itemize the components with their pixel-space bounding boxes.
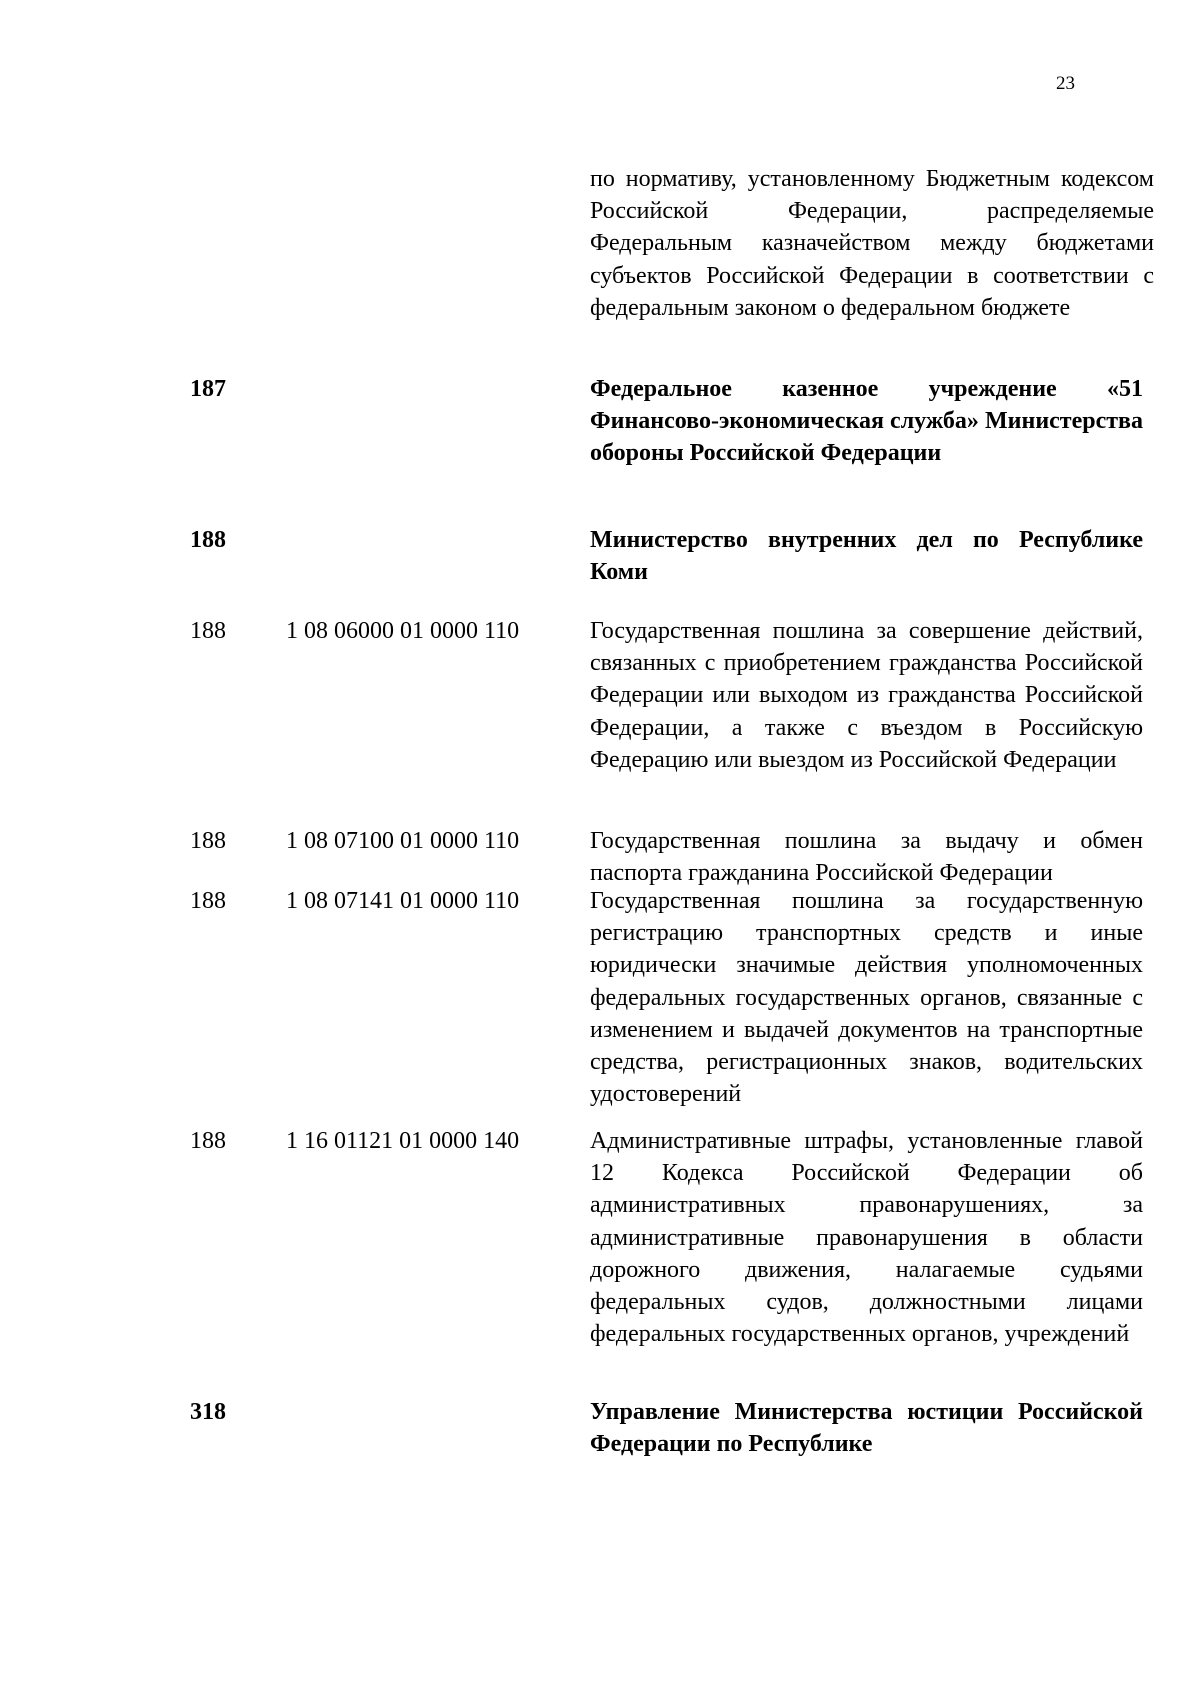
admin-code: 187 bbox=[190, 376, 226, 402]
revenue-code: 1 08 07100 01 0000 110 bbox=[286, 828, 520, 854]
admin-code: 188 bbox=[190, 828, 226, 854]
admin-code: 188 bbox=[190, 1128, 226, 1154]
admin-code: 318 bbox=[190, 1399, 226, 1425]
administrator-name: Федеральное казенное учреждение «51 Финансово-экономическая служба» Министерства обороны Российской Федерации bbox=[590, 376, 1143, 467]
revenue-name: Административные штрафы, установленные главой 12 Кодекса Российской Федерации об административных правонарушениях, за административные правонарушения в области дорожного движения, налагаемые судьями федеральных судов, должностными лицами федеральных государственных органов, учреждений bbox=[590, 1128, 1143, 1348]
revenue-code: 1 16 01121 01 0000 140 bbox=[286, 1128, 520, 1154]
administrator-name: Министерство внутренних дел по Республике Коми bbox=[590, 527, 1143, 586]
revenue-code: 1 08 07141 01 0000 110 bbox=[286, 888, 520, 914]
revenue-name: по нормативу, установленному Бюджетным кодексом Российской Федерации, распределяемые Федеральным казначейством между бюджетами субъектов Российской Федерации в соответствии с федеральным законом о федеральном бюджете bbox=[590, 166, 1154, 321]
admin-code: 188 bbox=[190, 618, 226, 644]
admin-code: 188 bbox=[190, 888, 226, 914]
revenue-name: Государственная пошлина за государственную регистрацию транспортных средств и иные юридически значимые действия уполномоченных федеральных государственных органов, связанные с изменением и выдачей документов на транспортные средства, регистрационных знаков, водительских удостоверений bbox=[590, 888, 1143, 1108]
revenue-code: 1 08 06000 01 0000 110 bbox=[286, 618, 520, 644]
revenue-name: Государственная пошлина за выдачу и обмен паспорта гражданина Российской Федерации bbox=[590, 828, 1143, 887]
page-number: 23 bbox=[1056, 73, 1075, 94]
administrator-name: Управление Министерства юстиции Российской Федерации по Республике bbox=[590, 1399, 1143, 1458]
revenue-name: Государственная пошлина за совершение действий, связанных с приобретением гражданства Российской Федерации или выходом из гражданства Российской Федерации, а также с въездом в Российскую Федерацию или выездом из Российской Федерации bbox=[590, 618, 1143, 773]
admin-code: 188 bbox=[190, 527, 226, 553]
